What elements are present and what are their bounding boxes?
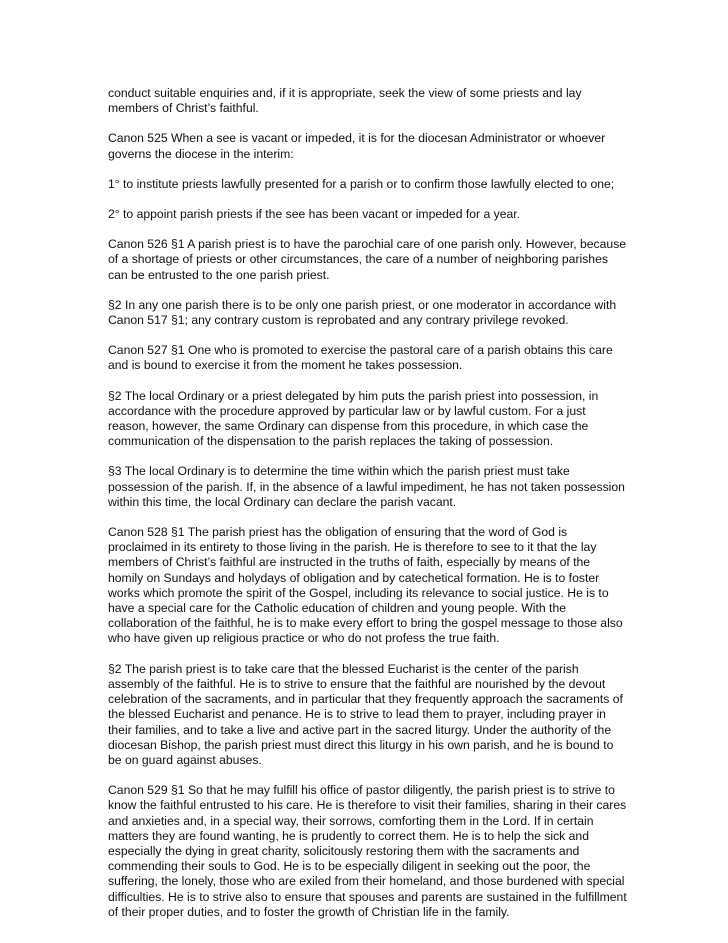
paragraph-canon-526-s1: Canon 526 §1 A parish priest is to have the parochial care of one parish only. However, because of a shortage of priests or other circumstances, the care of a number of neighboring parishes can be entrusted to the one parish priest. (108, 237, 627, 282)
paragraph-canon-525: Canon 525 When a see is vacant or impeded, it is for the diocesan Administrator or whoever governs the diocese in the interim: (108, 131, 606, 161)
paragraph-canon-525-item-2: 2° to appoint parish priests if the see has been vacant or impeded for a year. (108, 207, 521, 222)
paragraph-canon-527-s1: Canon 527 §1 One who is promoted to exercise the pastoral care of a parish obtains this care and is bound to exercise it from the moment he takes possession. (108, 343, 613, 373)
paragraph-canon-527-s3: §3 The local Ordinary is to determine the time within which the parish priest must take possession of the parish. If, in the absence of a lawful impediment, he has not taken possession within this time, the local Ordinary can declare the parish vacant. (108, 464, 625, 509)
paragraph-continuation: conduct suitable enquiries and, if it is appropriate, seek the view of some priests and lay members of Christ’s faithful. (108, 86, 582, 116)
paragraph-canon-528-s1: Canon 528 §1 The parish priest has the obligation of ensuring that the word of God is proclaimed in its entirety to those living in the parish. He is therefore to see to it that the lay members of Christ’s faithful are instructed in the truths of faith, especially by means of the homily on Sundays and holydays of obligation and by catechetical formation. He is to foster works which promote the spirit of the Gospel, including its relevance to social justice. He is to have a special care for the Catholic education of children and young people. With the collaboration of the faithful, he is to make every effort to bring the gospel message to those also who have given up religious practice or who do not profess the true faith. (108, 525, 623, 646)
paragraph-canon-526-s2: §2 In any one parish there is to be only one parish priest, or one moderator in accordance with Canon 517 §1; any contrary custom is reprobated and any contrary privilege revoked. (108, 297, 617, 328)
paragraph-canon-528-s2: §2 The parish priest is to take care that the blessed Eucharist is the center of the parish assembly of the faithful. He is to strive to ensure that the faithful are nourished by the devout celebration of the sacraments, and in particular that they frequently approach the sacraments of the blessed Eucharist and penance. He is to strive to lead them to prayer, including prayer in their families, and to take a live and active part in the sacred liturgy. Under the authority of the diocesan Bishop, the parish priest must direct this liturgy in his own parish, and he is bound to be on guard against abuses. (108, 661, 623, 767)
paragraph-canon-529-s1: Canon 529 §1 So that he may fulfill his office of pastor diligently, the parish priest is to strive to know the faithful entrusted to his care. He is therefore to visit their families, sharing in their cares and anxieties and, in a special way, their sorrows, comforting them in the Lord. If in certain matters they are found wanting, he is prudently to correct them. He is to help the sick and especially the dying in great charity, solicitously restoring them with the sacraments and commending their souls to God. He is to be especially diligent in seeking out the poor, the suffering, the lonely, those who are exiled from their homeland, and those burdened with special difficulties. He is to strive also to ensure that spouses and parents are sustained in the fulfillment of their proper duties, and to foster the growth of Christian life in the family. (108, 783, 627, 919)
paragraph-canon-527-s2: §2 The local Ordinary or a priest delegated by him puts the parish priest into possession, in accordance with the procedure approved by particular law or by lawful custom. For a just reason, however, the same Ordinary can dispense from this procedure, in which case the communication of the dispensation to the parish replaces the taking of possession. (108, 388, 599, 449)
paragraph-canon-525-item-1: 1° to institute priests lawfully presented for a parish or to confirm those lawfully elected to one; (108, 176, 615, 191)
document-page (108, 86, 628, 935)
